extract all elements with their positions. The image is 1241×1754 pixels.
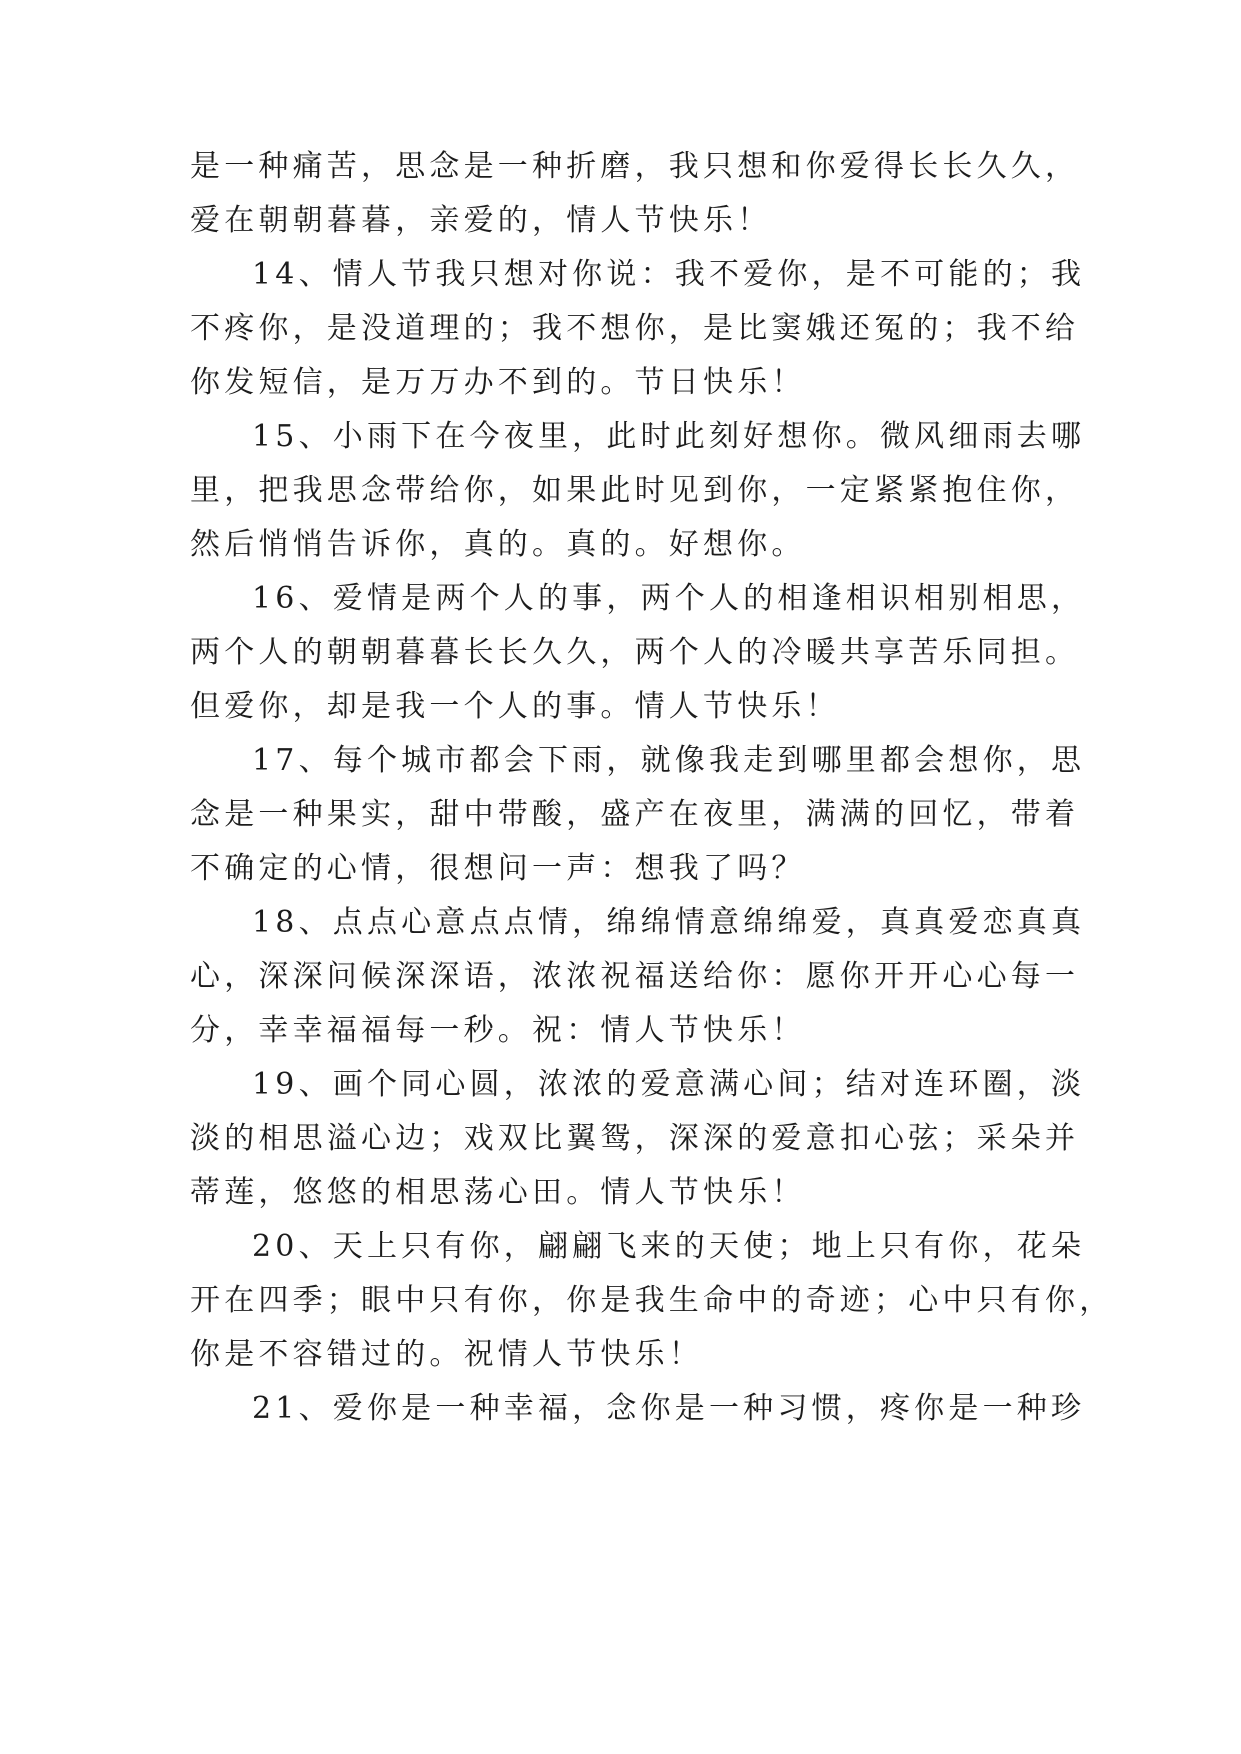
text-line: 淡的相思溢心边；戏双比翼鸳，深深的爱意扣心弦；采朵并	[190, 1121, 1080, 1156]
paragraph-start-line: 16、爱情是两个人的事，两个人的相逢相识相别相思，	[252, 581, 1086, 616]
text-line: 两个人的朝朝暮暮长长久久，两个人的冷暖共享苦乐同担。	[190, 635, 1080, 670]
text-line: 分，幸幸福福每一秒。祝：情人节快乐！	[190, 1013, 806, 1048]
text-line: 然后悄悄告诉你，真的。真的。好想你。	[190, 527, 806, 562]
text-line: 不疼你，是没道理的；我不想你，是比窦娥还冤的；我不给	[190, 311, 1080, 346]
text-line: 里，把我思念带给你，如果此时见到你，一定紧紧抱住你，	[190, 473, 1080, 508]
paragraph-start-line: 18、点点心意点点情，绵绵情意绵绵爱，真真爱恋真真	[252, 905, 1086, 940]
paragraph-start-line: 14、情人节我只想对你说：我不爱你，是不可能的；我	[252, 257, 1086, 292]
text-line: 但爱你，却是我一个人的事。情人节快乐！	[190, 689, 840, 724]
paragraph-start-line: 21、爱你是一种幸福，念你是一种习惯，疼你是一种珍	[252, 1391, 1086, 1426]
text-line: 心，深深问候深深语，浓浓祝福送给你：愿你开开心心每一	[190, 959, 1080, 994]
paragraph-start-line: 17、每个城市都会下雨，就像我走到哪里都会想你，思	[252, 743, 1086, 778]
text-line: 开在四季；眼中只有你，你是我生命中的奇迹；心中只有你，	[190, 1283, 1114, 1318]
paragraph-start-line: 15、小雨下在今夜里，此时此刻好想你。微风细雨去哪	[252, 419, 1086, 454]
paragraph-start-line: 19、画个同心圆，浓浓的爱意满心间；结对连环圈，淡	[252, 1067, 1086, 1102]
text-line: 是一种痛苦，思念是一种折磨，我只想和你爱得长长久久，	[190, 149, 1080, 184]
text-line: 念是一种果实，甜中带酸，盛产在夜里，满满的回忆，带着	[190, 797, 1080, 832]
text-line: 你是不容错过的。祝情人节快乐！	[190, 1337, 703, 1372]
paragraph-start-line: 20、天上只有你，翩翩飞来的天使；地上只有你，花朵	[252, 1229, 1086, 1264]
text-line: 爱在朝朝暮暮，亲爱的，情人节快乐！	[190, 203, 772, 238]
text-line: 蒂莲，悠悠的相思荡心田。情人节快乐！	[190, 1175, 806, 1210]
text-line: 不确定的心情，很想问一声：想我了吗？	[190, 851, 806, 886]
text-line: 你发短信，是万万办不到的。节日快乐！	[190, 365, 806, 400]
